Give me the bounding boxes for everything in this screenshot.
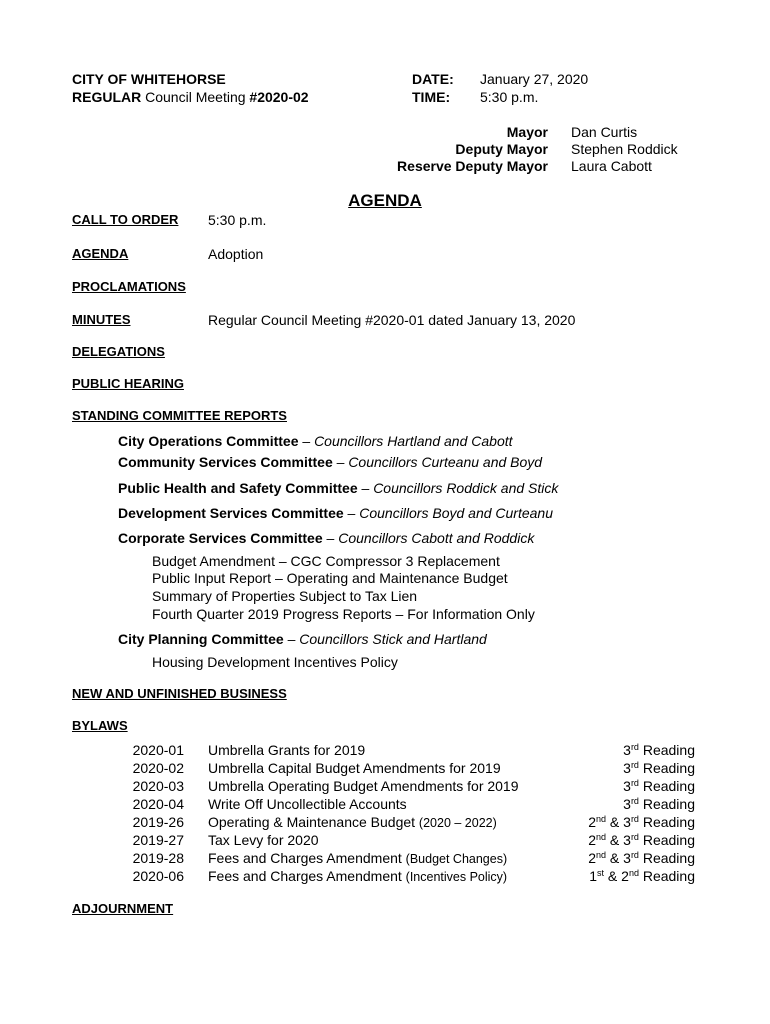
reading-suffix: nd bbox=[596, 832, 607, 842]
bylaw-title-text: Fees and Charges Amendment bbox=[208, 850, 406, 866]
reading-label: Reading bbox=[638, 868, 695, 884]
committee-members: Councillors Curteanu and Boyd bbox=[348, 454, 543, 470]
bylaw-reading bbox=[588, 813, 695, 831]
bylaw-title-text: Umbrella Grants for 2019 bbox=[208, 742, 366, 758]
reading-number: 3 bbox=[623, 796, 631, 812]
meeting-number: #2020-02 bbox=[249, 89, 309, 105]
reading-amp: & bbox=[604, 868, 622, 884]
committee-members: Councillors Hartland and Cabott bbox=[314, 433, 513, 449]
section-bylaws: BYLAWS bbox=[72, 718, 128, 733]
bylaw-number: 2020-02 bbox=[132, 760, 184, 776]
section-public-hearing: PUBLIC HEARING bbox=[72, 376, 184, 391]
bylaw-reading bbox=[588, 849, 695, 867]
separator: – bbox=[322, 530, 339, 546]
bylaw-title-text: Umbrella Operating Budget Amendments for 2019 bbox=[208, 778, 519, 794]
committee-members: Councillors Stick and Hartland bbox=[299, 631, 487, 647]
committee-item: Budget Amendment – CGC Compressor 3 Replacement bbox=[152, 553, 500, 569]
bylaw-title-text: Operating & Maintenance Budget bbox=[208, 814, 419, 830]
bylaw-number: 2020-06 bbox=[132, 868, 184, 884]
section-minutes: MINUTES bbox=[72, 312, 131, 327]
reading-number: 3 bbox=[623, 832, 631, 848]
reading-number: 2 bbox=[621, 868, 629, 884]
bylaw-number: 2019-27 bbox=[132, 832, 184, 848]
bylaw-title bbox=[208, 849, 507, 868]
committee-item: Public Input Report – Operating and Maintenance Budget bbox=[152, 570, 508, 586]
bylaw-title bbox=[208, 741, 365, 760]
section-standing-committee-reports: STANDING COMMITTEE REPORTS bbox=[72, 408, 287, 423]
official-role: Mayor bbox=[506, 124, 548, 140]
separator: – bbox=[298, 433, 315, 449]
reading-suffix: rd bbox=[630, 760, 639, 770]
reading-number: 2 bbox=[588, 850, 596, 866]
reading-number: 2 bbox=[588, 814, 596, 830]
official-role: Deputy Mayor bbox=[455, 141, 548, 157]
bylaw-reading bbox=[623, 759, 695, 777]
reading-suffix: rd bbox=[630, 796, 639, 806]
committee-members: Councillors Roddick and Stick bbox=[373, 480, 559, 496]
bylaw-title bbox=[208, 795, 407, 814]
official-name: Stephen Roddick bbox=[571, 141, 678, 157]
reading-suffix: rd bbox=[630, 850, 639, 860]
official-role: Reserve Deputy Mayor bbox=[397, 158, 548, 174]
committee-item: Fourth Quarter 2019 Progress Reports – For Information Only bbox=[152, 606, 535, 622]
date-value: January 27, 2020 bbox=[480, 71, 589, 87]
separator: – bbox=[343, 505, 360, 521]
time-value: 5:30 p.m. bbox=[480, 89, 539, 105]
committee-members: Councillors Cabott and Roddick bbox=[338, 530, 535, 546]
date-label: DATE: bbox=[412, 71, 454, 87]
bylaw-number: 2020-04 bbox=[132, 796, 184, 812]
reading-number: 3 bbox=[623, 760, 631, 776]
org-name: CITY OF WHITEHORSE bbox=[72, 71, 226, 87]
bylaw-title-text: Fees and Charges Amendment bbox=[208, 868, 406, 884]
committee-members: Councillors Boyd and Curteanu bbox=[359, 505, 553, 521]
bylaw-title bbox=[208, 759, 501, 778]
reading-number: 2 bbox=[588, 832, 596, 848]
reading-label: Reading bbox=[638, 760, 695, 776]
section-new-business: NEW AND UNFINISHED BUSINESS bbox=[72, 686, 287, 701]
bylaw-title-text: Tax Levy for 2020 bbox=[208, 832, 319, 848]
official-name: Laura Cabott bbox=[571, 158, 652, 174]
committee-name: City Planning Committee bbox=[118, 631, 284, 647]
section-call-to-order: CALL TO ORDER bbox=[72, 212, 179, 227]
reading-number: 3 bbox=[623, 850, 631, 866]
reading-number: 3 bbox=[623, 814, 631, 830]
time-label: TIME: bbox=[412, 89, 451, 105]
reading-suffix: rd bbox=[630, 742, 639, 752]
committee-item: Summary of Properties Subject to Tax Lien bbox=[152, 588, 418, 604]
reading-number: 3 bbox=[623, 778, 631, 794]
reading-label: Reading bbox=[638, 814, 695, 830]
bylaw-reading bbox=[623, 777, 695, 795]
meeting-label: Council Meeting bbox=[141, 89, 250, 105]
bylaw-note: (2020 – 2022) bbox=[418, 816, 497, 830]
section-agenda: AGENDA bbox=[72, 246, 129, 261]
agenda-value: Adoption bbox=[208, 246, 264, 262]
reading-amp: & bbox=[606, 832, 624, 848]
bylaw-title-text: Write Off Uncollectible Accounts bbox=[208, 796, 407, 812]
call-to-order-time: 5:30 p.m. bbox=[208, 212, 267, 228]
separator: – bbox=[283, 631, 300, 647]
meeting-title bbox=[72, 88, 309, 106]
reading-suffix: nd bbox=[628, 868, 639, 878]
reading-suffix: rd bbox=[630, 832, 639, 842]
section-proclamations: PROCLAMATIONS bbox=[72, 279, 186, 294]
bylaw-title bbox=[208, 867, 507, 886]
committee bbox=[118, 432, 513, 450]
minutes-value: Regular Council Meeting #2020-01 dated January 13, 2020 bbox=[208, 312, 576, 328]
reading-label: Reading bbox=[638, 850, 695, 866]
committee-name: City Operations Committee bbox=[118, 433, 299, 449]
bylaw-title bbox=[208, 813, 497, 832]
meeting-type: REGULAR bbox=[72, 89, 142, 105]
bylaw-reading bbox=[623, 741, 695, 759]
section-adjournment: ADJOURNMENT bbox=[72, 901, 174, 916]
section-delegations: DELEGATIONS bbox=[72, 344, 165, 359]
separator: – bbox=[357, 480, 374, 496]
bylaw-number: 2019-26 bbox=[132, 814, 184, 830]
reading-amp: & bbox=[606, 814, 624, 830]
reading-label: Reading bbox=[638, 742, 695, 758]
agenda-title: AGENDA bbox=[348, 191, 422, 210]
committee bbox=[118, 529, 534, 547]
bylaw-note: (Incentives Policy) bbox=[405, 870, 508, 884]
committee-name: Public Health and Safety Committee bbox=[118, 480, 358, 496]
bylaw-title bbox=[208, 831, 319, 850]
bylaw-number: 2019-28 bbox=[132, 850, 184, 866]
reading-suffix: rd bbox=[630, 814, 639, 824]
committee bbox=[118, 504, 553, 522]
reading-number: 1 bbox=[589, 868, 597, 884]
bylaw-note: (Budget Changes) bbox=[405, 852, 508, 866]
bylaw-number: 2020-03 bbox=[132, 778, 184, 794]
reading-label: Reading bbox=[638, 832, 695, 848]
bylaw-number: 2020-01 bbox=[132, 742, 184, 758]
committee bbox=[118, 453, 542, 471]
committee-name: Corporate Services Committee bbox=[118, 530, 323, 546]
bylaw-reading bbox=[623, 795, 695, 813]
bylaw-reading bbox=[588, 831, 695, 849]
committee bbox=[118, 479, 558, 497]
reading-suffix: nd bbox=[596, 814, 607, 824]
reading-suffix: rd bbox=[630, 778, 639, 788]
reading-suffix: nd bbox=[596, 850, 607, 860]
separator: – bbox=[332, 454, 349, 470]
reading-number: 3 bbox=[623, 742, 631, 758]
official-name: Dan Curtis bbox=[571, 124, 638, 140]
bylaw-title-text: Umbrella Capital Budget Amendments for 2019 bbox=[208, 760, 501, 776]
committee-item: Housing Development Incentives Policy bbox=[152, 654, 398, 670]
bylaw-title bbox=[208, 777, 519, 796]
committee bbox=[118, 630, 487, 648]
committee-name: Community Services Committee bbox=[118, 454, 333, 470]
reading-label: Reading bbox=[638, 778, 695, 794]
reading-label: Reading bbox=[638, 796, 695, 812]
committee-name: Development Services Committee bbox=[118, 505, 344, 521]
reading-suffix: st bbox=[597, 868, 605, 878]
bylaw-reading bbox=[589, 867, 695, 885]
reading-amp: & bbox=[606, 850, 624, 866]
